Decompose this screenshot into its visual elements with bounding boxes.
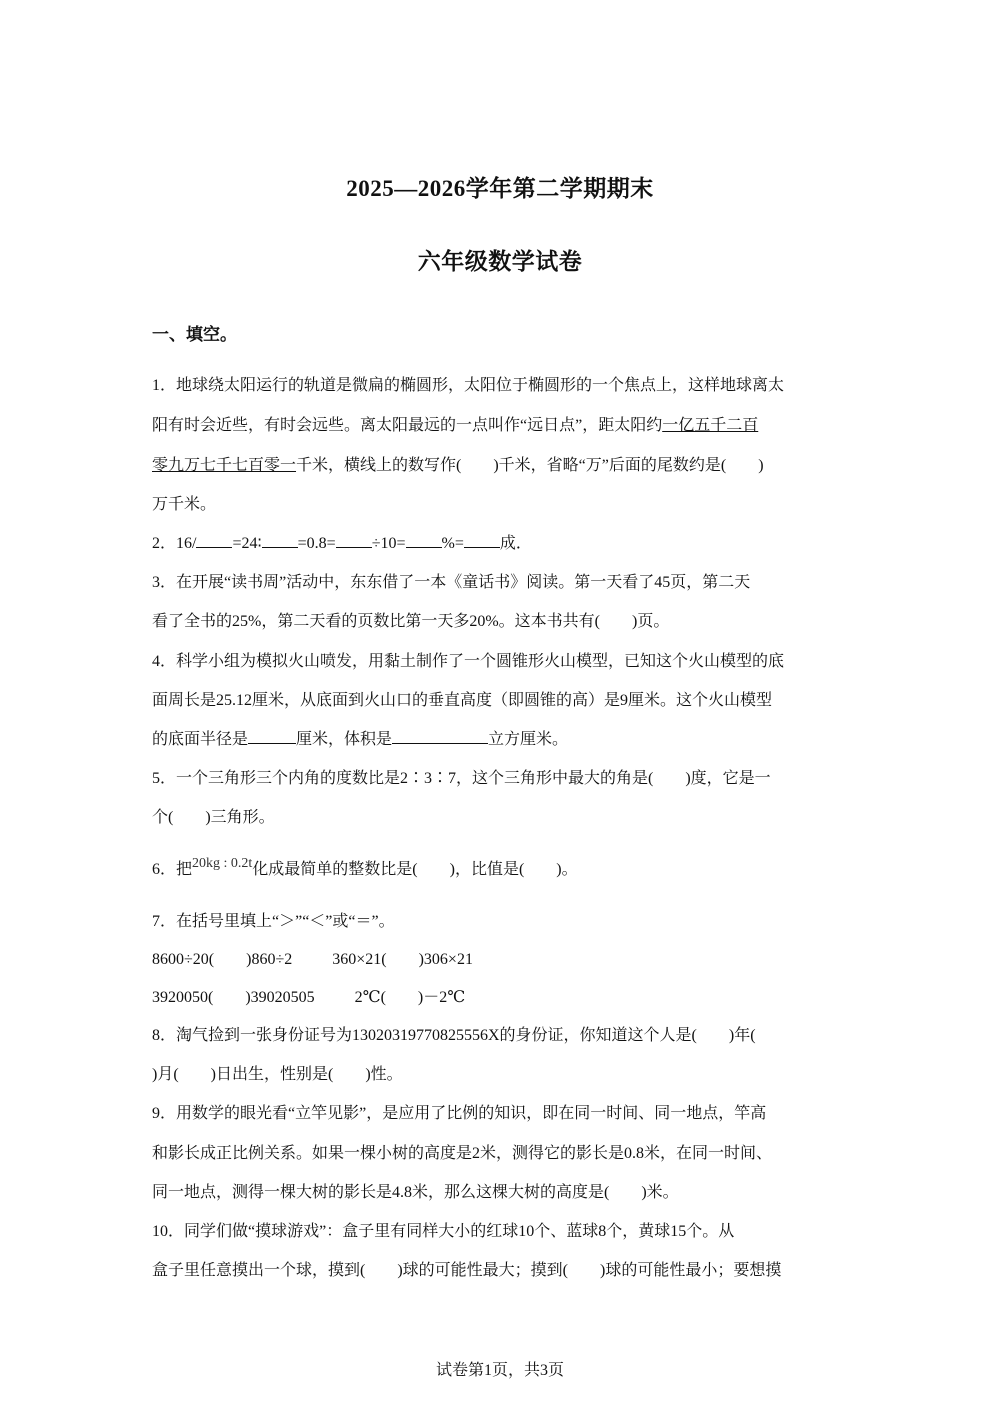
question-7-row-1 bbox=[152, 946, 473, 969]
compare-item: 8600÷20( )860÷2 bbox=[152, 951, 293, 968]
question-2-text: %= bbox=[441, 535, 464, 552]
question-7-line-1: 7．在括号里填上“＞”“＜”或“＝”。 bbox=[152, 913, 395, 930]
question-9-line-3: 同一地点，测得一棵大树的影长是4.8米，那么这棵大树的高度是( )米。 bbox=[152, 1184, 679, 1201]
answer-blank[interactable] bbox=[196, 533, 232, 548]
question-4-text: 立方厘米。 bbox=[488, 731, 569, 748]
question-1-line-3 bbox=[152, 452, 764, 475]
question-4-line-3 bbox=[152, 726, 568, 749]
question-1-line-4: 万千米。 bbox=[152, 496, 217, 513]
question-2-text: =0.8= bbox=[297, 535, 336, 552]
answer-blank[interactable] bbox=[336, 533, 372, 548]
underlined-number-words: 零九万七千七百零一 bbox=[152, 457, 297, 474]
question-4-text: 厘米，体积是 bbox=[296, 731, 393, 748]
answer-blank[interactable] bbox=[464, 533, 500, 548]
question-1-text: 阳有时会近些，有时会远些。离太阳最远的一点叫作“远日点”，距太阳约 bbox=[152, 417, 663, 434]
compare-item: 360×21( )306×21 bbox=[332, 951, 473, 968]
question-1-line-2 bbox=[152, 412, 758, 435]
question-2-text: ÷10= bbox=[371, 535, 406, 552]
underlined-number-words: 一亿五千二百 bbox=[662, 417, 759, 434]
question-5-line-1: 5．一个三角形三个内角的度数比是2∶3∶7，这个三角形中最大的角是( )度，它是一 bbox=[152, 770, 771, 787]
question-2-text: =24∶ bbox=[232, 535, 262, 552]
question-2 bbox=[152, 530, 532, 553]
question-3-line-1: 3．在开展“读书周”活动中，东东借了一本《童话书》阅读。第一天看了45页，第二天 bbox=[152, 574, 751, 591]
question-10-line-2: 盒子里任意摸出一个球，摸到( )球的可能性最大；摸到( )球的可能性最小；要想摸 bbox=[152, 1262, 782, 1279]
question-8-line-1: 8．淘气捡到一张身份证号为13020319770825556X的身份证，你知道这个人是( )年( bbox=[152, 1027, 756, 1044]
compare-item: 3920050( )39020505 bbox=[152, 989, 315, 1006]
question-10-line-1: 10．同学们做“摸球游戏”：盒子里有同样大小的红球10个、蓝球8个，黄球15个。从 bbox=[152, 1223, 735, 1240]
answer-blank[interactable] bbox=[406, 533, 442, 548]
question-6-text: 化成最简单的整数比是( )，比值是( )。 bbox=[252, 861, 578, 878]
compare-item: 2℃( )－2℃ bbox=[354, 989, 466, 1006]
question-4-line-1: 4．科学小组为模拟火山喷发，用黏土制作了一个圆锥形火山模型，已知这个火山模型的底 bbox=[152, 653, 785, 670]
question-4-line-2: 面周长是25.12厘米，从底面到火山口的垂直高度（即圆锥的高）是9厘米。这个火山模型 bbox=[152, 692, 773, 709]
question-7-row-2 bbox=[152, 984, 465, 1007]
exam-title: 2025—2026学年第二学期期末 bbox=[346, 176, 654, 201]
question-6 bbox=[152, 856, 578, 879]
question-2-text: 成． bbox=[499, 535, 532, 552]
question-2-text: 2．16/ bbox=[152, 535, 197, 552]
page-footer: 试卷第1页，共3页 bbox=[435, 1362, 564, 1379]
answer-blank[interactable] bbox=[262, 533, 298, 548]
question-9-line-2: 和影长成正比例关系。如果一棵小树的高度是2米，测得它的影长是0.8米，在同一时间、 bbox=[152, 1145, 773, 1162]
question-5-line-2: 个( )三角形。 bbox=[152, 809, 275, 826]
answer-blank[interactable] bbox=[392, 729, 488, 744]
answer-blank[interactable] bbox=[248, 729, 296, 744]
question-1-line-1: 1．地球绕太阳运行的轨道是微扁的椭圆形，太阳位于椭圆形的一个焦点上，这样地球离太 bbox=[152, 377, 785, 394]
question-8-line-2: )月( )日出生，性别是( )性。 bbox=[152, 1066, 403, 1083]
question-4-text: 的底面半径是 bbox=[152, 731, 249, 748]
exam-subtitle: 六年级数学试卷 bbox=[417, 249, 583, 274]
question-1-text: 千米，横线上的数写作( )千米，省略“万”后面的尾数约是( ) bbox=[296, 457, 764, 474]
question-6-text: 6．把 bbox=[152, 861, 193, 878]
question-3-line-2: 看了全书的25%，第二天看的页数比第一天多20%。这本书共有( )页。 bbox=[152, 613, 670, 630]
section-heading: 一、填空。 bbox=[152, 325, 237, 344]
question-9-line-1: 9．用数学的眼光看“立竿见影”，是应用了比例的知识，即在同一时间、同一地点，竿高 bbox=[152, 1105, 767, 1122]
ratio-expression: 20kg : 0.2t bbox=[192, 856, 253, 871]
